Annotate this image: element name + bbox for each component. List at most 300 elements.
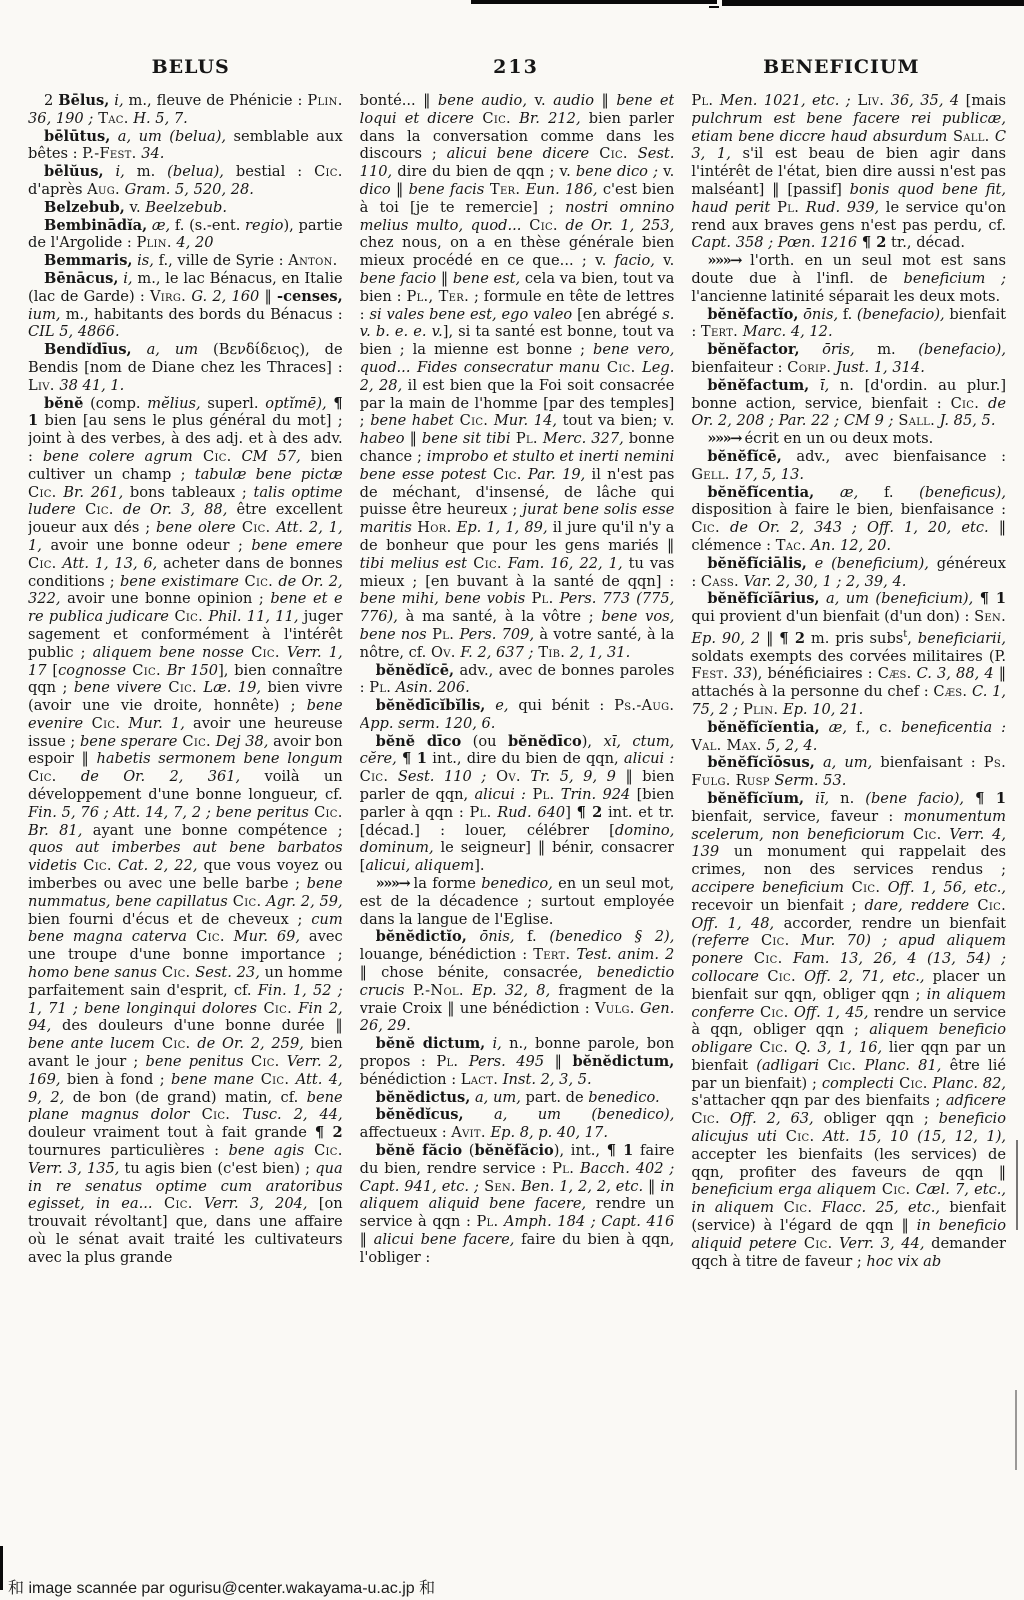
latin-citation: Gram. 5, 520, 28. bbox=[119, 180, 254, 198]
text-segment: ), bénéficiaires : bbox=[752, 665, 878, 683]
headword: Bēlus, bbox=[58, 92, 110, 109]
headword: Bemmaris, bbox=[44, 252, 133, 270]
text-segment: soldats exempts des corvées militaires (P. bbox=[691, 647, 1006, 665]
column-3 bbox=[691, 92, 1006, 1570]
latin-citation: (benedico § 2), bbox=[549, 928, 675, 946]
headword: bĕnĕ dīco bbox=[375, 732, 462, 750]
latin-citation: Sest. 110, bbox=[359, 145, 675, 181]
author-abbrev: Cic. bbox=[904, 825, 942, 843]
text-segment: bien cultiver un champ ; bbox=[28, 447, 343, 483]
latin-citation: i, bbox=[109, 92, 124, 109]
text-segment: ‖ chose bénite, consacrée, bbox=[359, 964, 597, 982]
latin-citation: æ, bbox=[147, 216, 171, 234]
headword: bĕnĕdictum, bbox=[572, 1053, 675, 1071]
text-segment: fragment de la vraie Croix ‖ une bénédiction : bbox=[359, 981, 675, 1017]
latin-citation: bene agis bbox=[228, 1142, 305, 1160]
text-segment: accorder, rendre un bienfait bbox=[774, 914, 1006, 932]
text-segment: bons tableaux ; bbox=[123, 483, 254, 501]
latin-citation: ōnis, bbox=[466, 928, 515, 946]
latin-citation: Merc. 327, bbox=[537, 430, 624, 448]
text-segment: rendre un service à qqn, obliger qqn ; bbox=[691, 1003, 1006, 1039]
text-segment: ‖ bien parler de qqn, bbox=[359, 768, 675, 804]
author-abbrev: Cic. bbox=[314, 163, 343, 181]
latin-citation: Ep. 32, 8, bbox=[463, 981, 551, 999]
text-segment: ‖ bbox=[544, 1053, 573, 1071]
latin-citation: Off. 2, 63, bbox=[719, 1110, 814, 1128]
author-abbrev: Sen. bbox=[974, 608, 1006, 626]
text-segment: des douleurs d'une bonne durée ‖ bbox=[51, 1017, 343, 1035]
dictionary-paragraph bbox=[28, 217, 343, 253]
text-segment: qui bénit : bbox=[508, 697, 615, 715]
headword: ¶ 1 bbox=[401, 750, 428, 768]
latin-citation: Pers. 773 (775, 776), bbox=[359, 590, 675, 626]
headword: bĕnĕfĭcĭentia, bbox=[707, 718, 820, 736]
latin-citation: Cæl. 7, etc., bbox=[910, 1181, 1006, 1199]
latin-citation: Br. 81, bbox=[28, 821, 83, 839]
remark-arrow-icon: »»»→ bbox=[707, 252, 751, 270]
dictionary-paragraph bbox=[360, 1106, 675, 1142]
text-segment: v. bbox=[124, 198, 146, 216]
author-abbrev: Pl. bbox=[469, 803, 492, 821]
author-abbrev: Cic. bbox=[466, 554, 502, 572]
text-segment: que vous voyez ou imberbes ou avec une belle barbe ; bbox=[28, 857, 343, 893]
latin-citation: (benefacio), bbox=[918, 341, 1006, 359]
latin-citation: beneficiarii, bbox=[917, 629, 1006, 647]
latin-citation: Rud. 939, bbox=[799, 198, 880, 216]
author-abbrev: Avit. bbox=[451, 1124, 486, 1142]
latin-citation: facio, bbox=[614, 252, 655, 270]
latin-citation: bene evenire bbox=[28, 697, 343, 732]
latin-citation: bene colere agrum bbox=[42, 447, 193, 465]
text-segment: (ou bbox=[461, 732, 508, 750]
author-abbrev: Cic. bbox=[843, 878, 881, 896]
dictionary-paragraph bbox=[28, 341, 343, 394]
text-segment: adv., avec de bonnes paroles : bbox=[359, 661, 675, 697]
latin-citation: Br. 261, bbox=[56, 483, 124, 501]
author-abbrev: Cic. bbox=[691, 1110, 720, 1128]
latin-citation: bene et e re publica judicare bbox=[28, 590, 343, 626]
latin-citation: Flacc. 25, etc., bbox=[812, 1199, 940, 1217]
text-segment: accepter les bienfaits (les services) de qqn, profiter des faveurs de qqn ‖ bbox=[691, 1145, 1006, 1181]
text-segment: [on trouvait révoltant] que, dans une affaire où le sénat avait traité les cultivateurs avec la plus grande bbox=[28, 1195, 343, 1266]
text-segment: ‖ bbox=[436, 269, 453, 287]
text-segment: d'après bbox=[28, 180, 88, 198]
latin-citation: bene sperare bbox=[79, 732, 178, 750]
text-segment: ), int., bbox=[553, 1142, 607, 1160]
latin-citation: Att. 1, 13, 6, bbox=[56, 554, 158, 572]
latin-citation: beneficium ; bbox=[903, 269, 1006, 287]
author-abbrev: Ps. Fulg. Rusp bbox=[691, 754, 1006, 790]
latin-citation: bene sit tibi bbox=[421, 430, 511, 448]
latin-citation: in aliquem bbox=[691, 1199, 775, 1217]
latin-citation: i, bbox=[103, 163, 125, 181]
text-segment: ), partie de l'Argolide : bbox=[28, 216, 343, 252]
author-abbrev: Pl. bbox=[510, 430, 538, 448]
dictionary-paragraph bbox=[28, 92, 343, 128]
latin-citation: de Or. 3, 88, bbox=[113, 501, 228, 519]
latin-citation: (adligari bbox=[756, 1056, 820, 1074]
latin-citation: habetis sermonem bene longum bbox=[96, 750, 343, 768]
dictionary-paragraph bbox=[360, 733, 675, 875]
latin-citation: 33 bbox=[728, 665, 753, 683]
headword: bĕnĕdīco bbox=[507, 732, 582, 750]
latin-citation: bonis quod bene fit, haud perit bbox=[691, 180, 1006, 216]
author-abbrev: Pl. bbox=[476, 1213, 499, 1231]
text-segment: 2 bbox=[44, 92, 59, 109]
latin-citation: Trin. 924 bbox=[554, 786, 631, 804]
headword: ¶ 2 bbox=[861, 234, 887, 252]
dictionary-paragraph bbox=[360, 1035, 675, 1088]
dictionary-paragraph bbox=[691, 555, 1006, 591]
text-segment: ]. bbox=[474, 857, 485, 875]
latin-citation: An. 12, 20. bbox=[806, 536, 892, 554]
text-segment: bien [au sens le plus général du mot] ; joint à des verbes, à des adj. et à des adv. : bbox=[28, 412, 343, 465]
latin-citation: Asin. 206. bbox=[391, 679, 470, 697]
scan-artifact-left-bar bbox=[0, 1546, 3, 1590]
dictionary-paragraph bbox=[691, 448, 1006, 484]
latin-citation: nostri omnino melius multo, quod... bbox=[359, 198, 675, 234]
author-abbrev: Cic. bbox=[600, 358, 636, 376]
latin-citation: pulchrum est bene facere rei publicæ, etiam bene diccre haud absurdum bbox=[691, 109, 1006, 145]
text-segment: un homme parfaitement sain d'esprit, cf. bbox=[28, 964, 343, 999]
latin-citation: J. 85, 5. bbox=[935, 412, 996, 430]
author-abbrev: Liv. bbox=[28, 376, 55, 394]
text-segment: le service qu'on rend aux braves gens n'est pas perdu, cf. bbox=[691, 198, 1006, 234]
latin-citation: Verr. 3, 44, bbox=[832, 1234, 925, 1252]
author-abbrev: Cic. bbox=[749, 932, 790, 950]
author-abbrev: Ov. bbox=[486, 768, 521, 786]
text-segment: [bien parler à qqn : bbox=[359, 786, 675, 821]
text-segment: chez nous, on a en thèse générale bien mieux procédé en ce que... ; v. bbox=[359, 234, 675, 270]
author-abbrev: Cic. bbox=[161, 679, 197, 697]
text-segment: tout va bien; v. bbox=[557, 412, 675, 430]
text-segment bbox=[964, 790, 975, 807]
latin-citation: bene plane magnus dolor bbox=[28, 1088, 343, 1124]
latin-citation: bene nummatus, bene capillatus bbox=[28, 875, 343, 910]
latin-citation: Planc. 82, bbox=[927, 1074, 1006, 1092]
latin-citation: bene habet bbox=[370, 412, 454, 430]
author-abbrev: Cic. bbox=[304, 1142, 343, 1160]
author-abbrev: Ter. bbox=[484, 180, 521, 198]
scan-artifact-right-tick-1 bbox=[1016, 1140, 1018, 1230]
text-segment: tr., décad. bbox=[886, 234, 966, 252]
latin-citation: e, bbox=[485, 697, 509, 715]
latin-citation: bene emere bbox=[251, 536, 343, 554]
author-abbrev: Hor. bbox=[411, 519, 452, 537]
latin-citation: Par. 19, bbox=[521, 465, 586, 483]
author-abbrev: Ps.-Aug. bbox=[614, 697, 675, 715]
dictionary-paragraph bbox=[691, 377, 1006, 430]
latin-citation: de Or. 2, 322, bbox=[28, 572, 343, 608]
latin-citation: Eun. 186, bbox=[520, 180, 598, 198]
headword: bĕnĕ bbox=[44, 394, 84, 412]
text-segment: un monument qui rappelait des crimes, non des services rendus ; bbox=[691, 843, 1006, 879]
dictionary-paragraph bbox=[691, 306, 1006, 342]
author-abbrev: Cic. bbox=[743, 950, 783, 968]
text-segment: bonté... ‖ bbox=[359, 92, 438, 109]
headword: bĕnĕdictus, bbox=[375, 1088, 471, 1106]
text-segment: tu agis bien (c'est bien) ; bbox=[119, 1159, 316, 1177]
latin-citation: H. 5, 7. bbox=[128, 109, 188, 127]
text-segment: généreux : bbox=[691, 554, 1006, 590]
latin-citation: bene facis bbox=[408, 180, 485, 198]
author-abbrev: Fest. bbox=[691, 665, 729, 683]
text-segment: f., c. bbox=[847, 718, 901, 736]
text-segment: faire du bien, rendre service : bbox=[359, 1142, 675, 1177]
author-abbrev: Cic. bbox=[154, 1035, 191, 1053]
latin-citation: ium, bbox=[28, 305, 61, 323]
latin-citation: Q. 3, 1, 16, bbox=[788, 1039, 883, 1057]
text-segment: bienfait, service, faveur : bbox=[691, 807, 904, 825]
latin-citation: C. 3, 88, 4 bbox=[911, 665, 994, 683]
dictionary-paragraph bbox=[28, 163, 343, 199]
text-segment: demander qqch à titre de faveur ; bbox=[691, 1234, 1006, 1270]
text-segment: superl. bbox=[200, 394, 266, 412]
latin-citation: a, um bbox=[131, 341, 199, 359]
author-abbrev: Cic. bbox=[28, 768, 57, 786]
headword: bĕnĕ dictum, bbox=[375, 1035, 486, 1053]
latin-citation: iī, bbox=[804, 789, 830, 807]
dictionary-paragraph bbox=[28, 128, 343, 164]
latin-citation: bene dico ; bbox=[575, 163, 659, 181]
dictionary-paragraph bbox=[28, 199, 343, 217]
text-segment: n. bbox=[829, 789, 866, 807]
latin-citation: benedico. bbox=[588, 1088, 660, 1106]
text-segment: disposition à faire le bien, bienfaisance : bbox=[691, 501, 1006, 519]
text-segment: ‖ bbox=[259, 287, 278, 305]
author-abbrev: Tac. bbox=[93, 109, 129, 127]
latin-citation: ōris, bbox=[799, 341, 855, 359]
latin-citation: Mur. 14, bbox=[488, 412, 557, 430]
latin-citation: 4, 20 bbox=[171, 234, 214, 252]
latin-citation: optĭmē), bbox=[265, 394, 327, 412]
author-abbrev: Cic. bbox=[189, 1106, 231, 1124]
latin-citation: monumentum scelerum, non beneficiorum bbox=[691, 807, 1006, 843]
scan-artifact-right-tick-2 bbox=[1015, 1390, 1017, 1470]
text-segment: f. (s.-ent. bbox=[170, 216, 246, 234]
text-segment: bienfaiteur : bbox=[691, 358, 788, 376]
text-segment: bienfait (service) à l'égard de qqn ‖ bbox=[691, 1199, 1006, 1235]
text-segment: l'orth. en un seul mot est sans doute due à l'infl. de bbox=[691, 252, 1006, 287]
dictionary-paragraph bbox=[360, 1089, 675, 1107]
latin-citation: s. v. b. e. e. v. bbox=[359, 305, 675, 341]
latin-citation: Sest. 110 ; bbox=[388, 768, 487, 786]
scan-artifact-top-tick bbox=[709, 6, 719, 8]
author-abbrev: Virg. bbox=[149, 287, 187, 305]
dictionary-paragraph bbox=[691, 252, 1006, 305]
latin-citation: Ben. 1, 2, 2, etc. bbox=[516, 1177, 644, 1195]
headword: bĕnĕfĭcĭum, bbox=[707, 789, 805, 807]
latin-citation: tibi melius est bbox=[359, 554, 467, 572]
text-segment: bien parler dans la conversation comme dans les discours ; bbox=[359, 109, 675, 163]
author-abbrev: Tert. bbox=[700, 323, 739, 341]
remark-arrow-icon: »»»→ bbox=[707, 430, 745, 448]
author-abbrev: Cic. bbox=[83, 714, 121, 732]
latin-citation: homo bene sanus bbox=[28, 964, 157, 982]
latin-citation: Cat. 2, 22, bbox=[111, 857, 198, 875]
dictionary-paragraph bbox=[691, 341, 1006, 377]
scan-artifact-top-bar-2 bbox=[722, 0, 1024, 6]
latin-citation: CIL 5, 4866. bbox=[28, 323, 120, 341]
author-abbrev: Cic. bbox=[227, 892, 262, 910]
latin-citation: Just. 1, 314. bbox=[831, 358, 925, 376]
author-abbrev: Plin. bbox=[136, 234, 172, 252]
latin-citation: 36, 35, 4 bbox=[884, 92, 960, 109]
headword: bĕnĕdīcĭbĭlis, bbox=[375, 697, 486, 715]
latin-citation: æ, bbox=[814, 483, 859, 501]
author-abbrev: Pl., Ter. bbox=[406, 287, 470, 305]
text-segment: [ bbox=[46, 661, 59, 679]
text-segment: ‖ bbox=[643, 1177, 661, 1195]
latin-citation: beneficentia : bbox=[900, 718, 1006, 736]
author-abbrev: Cic. bbox=[254, 1070, 290, 1088]
dictionary-paragraph bbox=[691, 719, 1006, 755]
author-abbrev: Cic. bbox=[28, 554, 57, 572]
author-abbrev: Cic. bbox=[192, 447, 232, 465]
headword: bĕnĕfĭcĭōsus, bbox=[707, 754, 815, 772]
text-columns bbox=[28, 92, 1006, 1570]
latin-citation: Inst. 2, 3, 5. bbox=[498, 1070, 592, 1088]
latin-citation: aliquem beneficio obligare bbox=[691, 1021, 1006, 1057]
latin-citation: Ep. 8, p. 40, 17. bbox=[485, 1124, 608, 1142]
latin-citation: Mur. 69, bbox=[224, 928, 301, 946]
headword: -censes, bbox=[277, 287, 343, 305]
author-abbrev: Cic. bbox=[235, 519, 271, 537]
latin-citation: dare, reddere bbox=[864, 896, 970, 914]
text-segment: ‖ bbox=[760, 629, 780, 647]
text-segment: ayant une bonne compétence ; bbox=[82, 821, 343, 839]
latin-citation: (benefacio), bbox=[856, 305, 945, 323]
author-abbrev: Cic. bbox=[28, 483, 57, 501]
text-segment: ‖ attachés à la personne du chef : bbox=[691, 665, 1006, 701]
remark-arrow-icon: »»»→ bbox=[375, 875, 414, 893]
text-segment: bonne chance ; bbox=[359, 430, 675, 465]
author-abbrev: Cic. bbox=[187, 928, 225, 946]
text-segment: placer un bienfait sur qqn, obliger qqn ; bbox=[691, 967, 1006, 1003]
latin-citation: 34. bbox=[136, 145, 165, 163]
text-segment: m. bbox=[854, 341, 919, 359]
text-segment: m., habitants des bords du Bénacus : bbox=[60, 305, 343, 323]
latin-citation: complecti bbox=[821, 1074, 894, 1092]
latin-citation: Tusc. 2, 44, bbox=[230, 1106, 343, 1124]
column-1 bbox=[28, 92, 343, 1570]
latin-citation: bene ante lucem bbox=[28, 1035, 155, 1053]
text-segment: avoir une bonne odeur ; bbox=[41, 536, 252, 554]
author-abbrev: Tib. bbox=[533, 643, 566, 661]
latin-citation: Off. 1, 45, bbox=[788, 1003, 869, 1021]
headword: ¶ 2 bbox=[576, 803, 603, 821]
author-abbrev: Pl. bbox=[525, 590, 554, 608]
text-segment: int. et tr. [décad.] : louer, célébrer [ bbox=[359, 803, 675, 839]
scan-caption: 和 image scannée par ogurisu@center.wakayama-u.ac.jp 和 bbox=[8, 1580, 436, 1597]
latin-citation: Fin 2, 94, bbox=[28, 999, 343, 1035]
text-segment: m., le lac Bénacus, en Italie (lac de Garde) : bbox=[28, 269, 343, 305]
author-abbrev: Pl. bbox=[770, 198, 800, 216]
headword: bĕnĕfactĭo, bbox=[707, 305, 799, 323]
latin-citation: Verr. 1, 17 bbox=[28, 643, 343, 679]
headword: bĕnĕdĭcus, bbox=[375, 1106, 464, 1124]
text-segment: louange, bénédiction : bbox=[359, 946, 534, 964]
author-abbrev: Cass. bbox=[700, 572, 739, 590]
text-segment: n. [d'ordin. au plur.] bonne action, service, bienfait : bbox=[691, 376, 1006, 412]
dictionary-paragraph bbox=[691, 754, 1006, 790]
text-segment: m. pris subs bbox=[805, 629, 904, 647]
latin-citation: Ep. 90, 2 bbox=[691, 629, 761, 647]
author-abbrev: Plin. bbox=[307, 92, 343, 109]
author-abbrev: Cæs. bbox=[933, 683, 968, 701]
latin-citation: de Or. 2, 259, bbox=[190, 1035, 304, 1053]
headword: bĕnĕfactor, bbox=[707, 341, 800, 359]
latin-citation: a, um (benedico), bbox=[463, 1106, 675, 1124]
latin-citation: G. 2, 160 bbox=[186, 287, 260, 305]
latin-citation: i, bbox=[485, 1035, 502, 1053]
headword: bĕnĕfĭcentia, bbox=[707, 483, 815, 501]
latin-citation: bene existimare bbox=[119, 572, 239, 590]
latin-citation: Test. anim. 2 bbox=[570, 946, 675, 964]
latin-citation: Off. 1, 56, etc., bbox=[880, 878, 1006, 896]
author-abbrev: Vulg. bbox=[594, 999, 635, 1017]
author-abbrev: Cic. bbox=[359, 768, 389, 786]
latin-citation: Rud. 640 bbox=[491, 803, 566, 821]
text-segment: acheter dans de bonnes conditions ; bbox=[28, 554, 343, 590]
author-abbrev: Tac. bbox=[775, 536, 807, 554]
headword: ¶ 2 bbox=[779, 629, 805, 647]
latin-citation: hoc vix ab bbox=[866, 1252, 942, 1270]
author-abbrev: Cic. bbox=[796, 1234, 833, 1252]
text-segment: ‖ clémence : bbox=[691, 519, 1006, 554]
latin-citation: Off. 1, 48, bbox=[691, 914, 775, 932]
author-abbrev: P.-Nol. bbox=[404, 981, 464, 999]
text-segment: le seigneur] ‖ bénir, consacrer [ bbox=[359, 839, 675, 875]
text-segment: v. bbox=[654, 252, 675, 270]
latin-citation: Planc. 81, bbox=[856, 1056, 942, 1074]
latin-citation: domino, dominum, bbox=[359, 821, 675, 857]
latin-citation: benedico, bbox=[481, 875, 553, 893]
text-segment: avoir une bonne opinion ; bbox=[60, 590, 271, 608]
text-segment: , bbox=[907, 629, 918, 647]
text-segment: ] bbox=[565, 803, 577, 821]
text-segment: être excellent joueur aux dés ; bbox=[28, 501, 343, 537]
latin-citation: Leg. 2, 28, bbox=[359, 358, 675, 394]
latin-citation: bene est, bbox=[452, 269, 521, 287]
latin-citation: bene vivere bbox=[73, 679, 162, 697]
dictionary-paragraph bbox=[691, 430, 1006, 448]
latin-citation: bene mane bbox=[171, 1070, 255, 1088]
text-segment bbox=[887, 932, 898, 949]
dictionary-paragraph bbox=[28, 270, 343, 341]
text-segment: n., bonne parole, bon propos : bbox=[359, 1035, 675, 1071]
latin-citation: Capt. 358 ; Pœn. 1216 bbox=[691, 234, 858, 252]
author-abbrev: Plin. bbox=[738, 700, 779, 718]
text-segment: ‖ bbox=[404, 430, 422, 448]
author-abbrev: Pl. bbox=[552, 1159, 575, 1177]
text-segment: semblable aux bêtes : bbox=[28, 127, 343, 163]
headword: bēlūtus, bbox=[44, 127, 111, 145]
latin-citation: regio bbox=[245, 216, 284, 234]
author-abbrev: Pl. bbox=[525, 786, 555, 804]
author-abbrev: Cæs. bbox=[877, 665, 912, 683]
latin-citation: æ, bbox=[819, 718, 848, 736]
headword: bĕnĕfactum, bbox=[707, 376, 810, 394]
headword: ¶ 1 bbox=[28, 394, 343, 430]
text-segment: l'ancienne latinité séparait les deux mots. bbox=[691, 287, 1001, 305]
latin-citation: Verr. 2, 169, bbox=[28, 1053, 343, 1088]
latin-citation: tabulæ bene pictæ bbox=[194, 465, 343, 483]
latin-citation: quos aut imberbes aut bene barbatos videtis bbox=[28, 839, 343, 875]
text-segment: ( bbox=[462, 1142, 475, 1160]
latin-citation: de Or. 2, 361, bbox=[56, 768, 241, 786]
text-segment: il jure qu'il n'y a de bonheur que pour les gens mariés ‖ bbox=[359, 519, 675, 554]
